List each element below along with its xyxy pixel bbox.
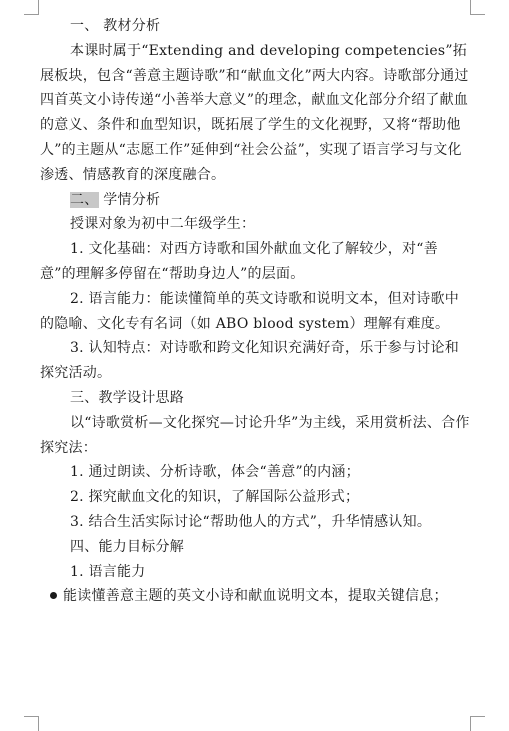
bullet-item-reading (40, 584, 470, 609)
bullet-text: 能读懂善意主题的英文小诗和献血说明文本，提取关键信息； (63, 588, 448, 605)
heading-text: 学情分析 (98, 191, 161, 208)
list-item-design-2: 2. 探究献血文化的知识，了解国际公益形式； (70, 489, 360, 506)
page-corner-mark-top-right (470, 0, 485, 15)
page-corner-mark-bottom-right (470, 716, 485, 731)
section-heading-textbook-analysis: 一、 教材分析 (70, 18, 161, 34)
list-item-cultural-basis: 1. 文化基础：对西方诗歌和国外献血文化了解较少，对“善意”的理解多停留在“帮助身边人”的层面。 (40, 241, 438, 282)
section-heading-student-analysis (40, 188, 470, 213)
list-item-design-1: 1. 通过朗读、分析诗歌，体会“善意”的内涵； (70, 464, 360, 481)
page-corner-mark-top-left (24, 0, 39, 15)
document-body (40, 14, 470, 609)
list-item-cognitive-traits: 3. 认知特点：对诗歌和跨文化知识充满好奇，乐于参与讨论和探究活动。 (40, 340, 460, 382)
paragraph-textbook-analysis: 本课时属于“Extending and developing competencies”拓展板块，包含“善意主题诗歌”和“献血文化”两大内容。诗歌部分通过四首英文小诗传递“小善举大意义”的理念，献血文化部分介绍了献血的意义、条件和血型知识，既拓展了学生的文化视野，又将“帮助他人”的主题从“志愿工作”延伸到“社会公益”，实现了语言学习与文化渗透、情感教育的深度融合。 (40, 42, 469, 183)
paragraph-student-intro: 授课对象为初中二年级学生： (70, 216, 256, 233)
page-corner-mark-bottom-left (24, 716, 39, 731)
bullet-icon (50, 592, 57, 599)
subheading-language-ability: 1. 语言能力 (70, 563, 146, 580)
section-heading-ability-goals: 四、能力目标分解 (70, 538, 184, 555)
paragraph-design-intro: 以“诗歌赏析—文化探究—讨论升华”为主线，采用赏析法、合作探究法： (40, 414, 470, 456)
section-heading-design-approach: 三、教学设计思路 (70, 389, 184, 406)
list-item-design-3: 3. 结合生活实际讨论“帮助他人的方式”，升华情感认知。 (70, 513, 432, 530)
list-item-language-ability: 2. 语言能力：能读懂简单的英文诗歌和说明文本，但对诗歌中的隐喻、文化专有名词（如 ABO blood system）理解有难度。 (40, 290, 460, 332)
highlighted-text: 二、 (70, 191, 99, 208)
